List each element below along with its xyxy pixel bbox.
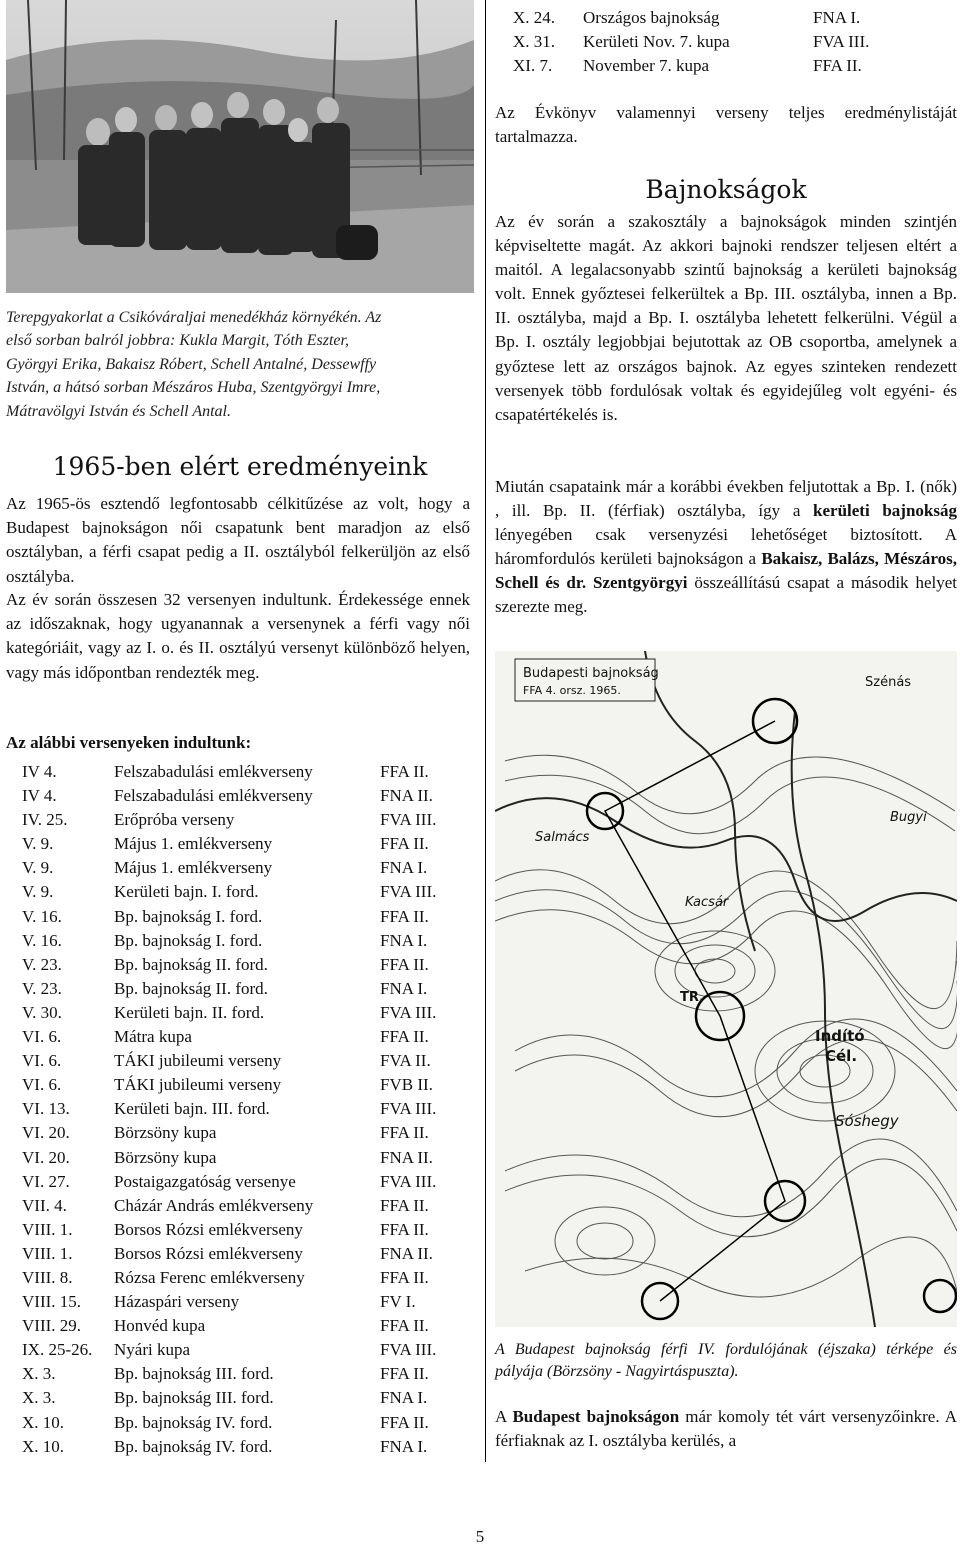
event-date: VI. 27. — [22, 1171, 70, 1191]
results-paragraph-1: Az 1965-ös esztendő legfontosabb célkitűzése az volt, hogy a Budapest bajnokságon női csapatunk bent maradjon az első osztályban, a férfi csapat pedig a II. osztályból felkerüljön az első osztályba. — [6, 494, 470, 586]
event-date: VI. 6. — [22, 1075, 62, 1095]
event-date: X. 10. — [22, 1412, 65, 1432]
event-row — [22, 1435, 472, 1459]
event-date: IX. 25-26. — [22, 1340, 93, 1360]
event-name: Kerületi bajn. II. ford. — [114, 1002, 265, 1022]
championships-paragraph-2 — [495, 475, 957, 620]
event-cat: FNA II. — [380, 1147, 433, 1167]
event-cat: FFA II. — [380, 1219, 429, 1239]
caption-line: István, a hátsó sorban Mészáros Huba, Szentgyörgyi Imre, — [6, 379, 381, 397]
map-label-place: Sóshegy — [835, 1112, 899, 1130]
event-row — [22, 784, 472, 808]
event-row — [22, 1121, 472, 1145]
text-bold: Bakaisz, Balázs, Mészáros, Schell és dr. Szentgyörgyi — [495, 549, 957, 593]
event-name: Házaspári verseny — [114, 1292, 240, 1312]
event-cat: FFA II. — [813, 56, 862, 75]
event-name: Bp. bajnokság III. ford. — [114, 1388, 274, 1408]
event-cat: FFA II. — [380, 1364, 429, 1384]
event-cat: FNA I. — [380, 1436, 428, 1456]
event-cat: FVA III. — [380, 1171, 437, 1191]
section-heading-results: 1965-ben elért eredményeink — [52, 452, 428, 481]
event-name: Borsos Rózsi emlékverseny — [114, 1219, 303, 1239]
event-row — [22, 1097, 472, 1121]
event-row — [513, 54, 953, 78]
event-cat: FFA II. — [380, 1267, 429, 1287]
event-date: X. 3. — [22, 1388, 56, 1408]
text-run: lényegében csak versenyzési lehetőséget biztosított. A háromfordulós kerületi bajnokságon a — [495, 525, 957, 569]
event-name: Rózsa Ferenc emlékverseny — [114, 1267, 305, 1287]
event-cat: FFA II. — [380, 906, 429, 926]
event-cat: FVA III. — [380, 882, 437, 902]
event-row — [22, 905, 472, 929]
event-cat: FVA III. — [380, 1099, 437, 1119]
event-cat: FNA I. — [380, 978, 428, 998]
event-cat: FFA II. — [380, 1195, 429, 1215]
group-photo — [6, 0, 474, 293]
map-label-place: Salmács — [535, 830, 590, 845]
event-cat: FVA III. — [380, 810, 437, 830]
caption-line: Györgyi Erika, Bakaisz Róbert, Schell Antalné, Dessewffy — [6, 355, 377, 373]
map-label-tr: TR. — [680, 990, 705, 1005]
event-row — [22, 760, 472, 784]
event-date: X. 31. — [513, 32, 556, 51]
event-name: Bp. bajnokság II. ford. — [114, 954, 268, 974]
text-run: már komoly tét várt versenyzőinkre. A férfiaknak az I. osztályba kerülés, a — [495, 1407, 958, 1451]
event-cat: FV I. — [380, 1292, 416, 1312]
event-name: Felszabadulási emlékverseny — [114, 762, 313, 781]
event-cat: FNA I. — [380, 930, 428, 950]
event-cat: FNA I. — [380, 858, 428, 878]
event-name: Börzsöny kupa — [114, 1123, 217, 1143]
event-date: VIII. 29. — [22, 1316, 82, 1336]
orienteering-map — [495, 651, 957, 1327]
event-row — [22, 1411, 472, 1435]
event-cat: FNA II. — [380, 1243, 433, 1263]
event-row — [22, 977, 472, 1001]
event-date: V. 9. — [22, 834, 54, 854]
event-name: Bp. bajnokság IV. ford. — [114, 1436, 273, 1456]
event-row — [22, 1001, 472, 1025]
event-date: VI. 13. — [22, 1099, 70, 1119]
event-date: IV. 25. — [22, 810, 68, 830]
map-title: Budapesti bajnokság — [523, 666, 659, 681]
caption-line: első sorban balról jobbra: Kukla Margit, Tóth Eszter, — [6, 332, 349, 350]
event-name: Cházár András emlékverseny — [114, 1195, 314, 1215]
yearbook-note: Az Évkönyv valamennyi verseny teljes eredménylistáját tartalmazza. — [495, 103, 957, 147]
event-date: VI. 6. — [22, 1051, 62, 1071]
event-row — [22, 856, 472, 880]
event-row — [22, 1194, 472, 1218]
event-name: Honvéd kupa — [114, 1316, 206, 1336]
event-row — [22, 1146, 472, 1170]
event-row — [22, 953, 472, 977]
event-date: V. 9. — [22, 858, 54, 878]
event-row — [22, 1218, 472, 1242]
event-row — [22, 1338, 472, 1362]
championships-paragraph-1: Az év során a szakosztály a bajnokságok minden szintjén képviseltette magát. Az akkori bajnoki rendszer teljesen eltért a maitól. A legalacsonyabb szintű bajnokság a kerületi bajnokság volt. Ennek győztesei felkerültek a Bp. III. osztályba, innen a Bp. II. osztályba, majd a Bp. I. osztályba lehetett felkerülni. Végül a Bp. I. osztály legjobbjai bejutottak az OB csoportba, amelynek a győztese lett az országos bajnok. Az egyes szinteken rendezett versenyek több fordulósak voltak és egyidejűleg volt egyéni- és csapatértékelés is. — [495, 212, 957, 424]
event-row — [22, 808, 472, 832]
event-cat: FNA II. — [380, 786, 433, 806]
event-cat: FVA III. — [380, 1340, 437, 1360]
event-name: Borsos Rózsi emlékverseny — [114, 1243, 303, 1263]
event-date: V. 23. — [22, 978, 62, 998]
event-row — [22, 1362, 472, 1386]
event-name: Nyári kupa — [114, 1340, 191, 1360]
caption-line: Mátravölgyi István és Schell Antal. — [6, 402, 231, 420]
event-name: Május 1. emlékverseny — [114, 858, 273, 878]
event-name: Kerületi bajn. III. ford. — [114, 1099, 270, 1119]
event-row — [22, 880, 472, 904]
text-run: összeállítású csapat a második helyet szerezte meg. — [495, 573, 957, 617]
column-divider — [485, 0, 486, 1462]
event-cat: FVB II. — [380, 1075, 433, 1095]
event-row — [513, 30, 953, 54]
championships-paragraph-3 — [495, 1405, 957, 1453]
event-row — [22, 1025, 472, 1049]
text-bold: Budapest bajnokságon — [512, 1407, 680, 1426]
results-paragraph-2: Az év során összesen 32 versenyen indultunk. Érdekessége ennek az időszaknak, hogy ugyanannak a versenynek a férfi vagy női kategóriáit, vagy az I. o. és II. osztályú versenyt különböző helyen, vagy más időpontban rendezték meg. — [6, 590, 470, 682]
event-date: XI. 7. — [513, 56, 553, 75]
event-date: VI. 20. — [22, 1147, 70, 1167]
event-row — [513, 6, 953, 30]
event-row — [22, 1170, 472, 1194]
event-cat: FFA II. — [380, 1027, 429, 1047]
event-date: VIII. 15. — [22, 1292, 82, 1312]
event-cat: FVA II. — [380, 1051, 431, 1071]
event-cat: FNA I. — [813, 8, 861, 27]
event-row — [22, 1314, 472, 1338]
map-label-place: Bugyi — [890, 810, 927, 825]
event-name: Bp. bajnokság II. ford. — [114, 978, 268, 998]
event-name: Börzsöny kupa — [114, 1147, 217, 1167]
event-cat: FVA III. — [813, 32, 870, 51]
event-date: X. 10. — [22, 1436, 65, 1456]
event-date: V. 30. — [22, 1002, 62, 1022]
event-date: VI. 20. — [22, 1123, 70, 1143]
page-number: 5 — [475, 1527, 485, 1546]
events-list — [22, 760, 472, 1459]
event-name: Felszabadulási emlékverseny — [114, 786, 313, 806]
event-name: Kerületi Nov. 7. kupa — [583, 32, 730, 51]
event-row — [22, 1242, 472, 1266]
text-run: Miután csapataink már a korábbi években feljutottak a Bp. I. (nők) , ill. Bp. II. (férfiak) osztályba, így a — [495, 477, 957, 521]
event-cat: FFA II. — [380, 1412, 429, 1432]
event-name: Erőpróba verseny — [114, 810, 235, 830]
event-date: VIII. 8. — [22, 1267, 73, 1287]
event-name: Kerületi bajn. I. ford. — [114, 882, 259, 902]
event-name: November 7. kupa — [583, 56, 710, 75]
event-name: Országos bajnokság — [583, 8, 720, 27]
event-cat: FFA II. — [380, 954, 429, 974]
event-name: Bp. bajnokság I. ford. — [114, 930, 263, 950]
event-row — [22, 1073, 472, 1097]
text-bold: kerületi bajnokság — [813, 501, 957, 521]
event-date: V. 16. — [22, 906, 62, 926]
text-run: A — [495, 1407, 513, 1426]
events-list-heading: Az alábbi versenyeken indultunk: — [6, 733, 252, 752]
event-row — [22, 1266, 472, 1290]
map-subtitle: FFA 4. orsz. 1965. — [523, 684, 621, 697]
event-date: V. 23. — [22, 954, 62, 974]
event-cat: FFA II. — [380, 762, 429, 781]
event-row — [22, 1386, 472, 1410]
event-row — [22, 1049, 472, 1073]
photo-caption — [6, 306, 472, 423]
event-date: V. 16. — [22, 930, 62, 950]
event-name: Május 1. emlékverseny — [114, 834, 273, 854]
event-name: TÁKI jubileumi verseny — [114, 1051, 282, 1071]
event-date: VI. 6. — [22, 1027, 62, 1047]
event-cat: FNA I. — [380, 1388, 428, 1408]
event-cat: FVA III. — [380, 1002, 437, 1022]
event-cat: FFA II. — [380, 1123, 429, 1143]
event-date: X. 24. — [513, 8, 556, 27]
map-label-goal: Cél. — [825, 1047, 858, 1065]
event-name: Bp. bajnokság I. ford. — [114, 906, 263, 926]
event-name: Bp. bajnokság III. ford. — [114, 1364, 274, 1384]
event-date: VIII. 1. — [22, 1219, 73, 1239]
event-cat: FFA II. — [380, 1316, 429, 1336]
event-date: VIII. 1. — [22, 1243, 73, 1263]
event-name: TÁKI jubileumi verseny — [114, 1075, 282, 1095]
map-caption: A Budapest bajnokság férfi IV. fordulójának (éjszaka) térképe és pályája (Börzsöny - Nagyirtáspuszta). — [495, 1341, 957, 1380]
top-events-list — [513, 6, 953, 78]
event-date: V. 9. — [22, 882, 54, 902]
event-date: X. 3. — [22, 1364, 56, 1384]
event-row — [22, 832, 472, 856]
caption-line: Terepgyakorlat a Csikóváraljai menedékház környékén. Az — [6, 309, 382, 326]
event-row — [22, 929, 472, 953]
event-name: Postaigazgatóság versenye — [114, 1171, 296, 1191]
event-date: IV 4. — [22, 762, 57, 781]
section-heading-championships: Bajnokságok — [645, 175, 807, 204]
event-date: VII. 4. — [22, 1195, 67, 1215]
event-name: Mátra kupa — [114, 1027, 192, 1047]
map-label-place: Kacsár — [685, 895, 729, 910]
event-cat: FFA II. — [380, 834, 429, 854]
event-date: IV 4. — [22, 786, 57, 806]
map-label-start: Indító — [815, 1027, 865, 1045]
event-row — [22, 1290, 472, 1314]
event-name: Bp. bajnokság IV. ford. — [114, 1412, 273, 1432]
map-label-place: Szénás — [865, 675, 912, 690]
